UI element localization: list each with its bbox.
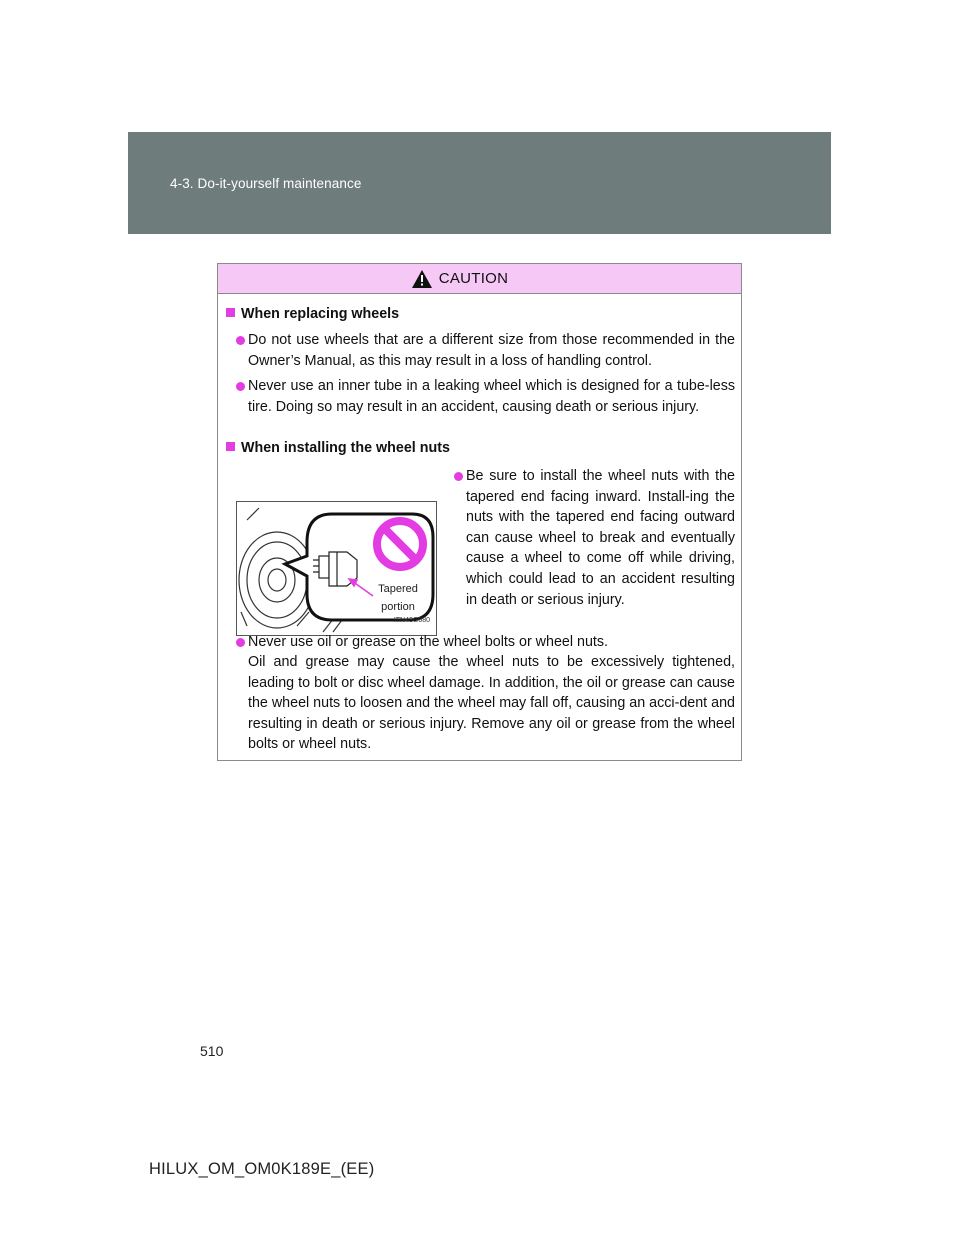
caution-body [218, 294, 741, 760]
round-bullet-icon [236, 382, 245, 391]
warning-triangle-icon [411, 269, 433, 289]
round-bullet-icon [236, 336, 245, 345]
square-bullet-icon [226, 308, 235, 317]
list-item: Never use oil or grease on the wheel bolts or wheel nuts. [248, 632, 735, 653]
paragraph: Oil and grease may cause the wheel nuts to be excessively tightened, leading to bolt or disc wheel damage. In addition, the oil or grease can cause the wheel nuts to loosen and the wheel may fall off, causing an acci-dent and resulting in death or serious injury. Remove any oil or grease from the wheel bolts or wheel nuts. [248, 654, 735, 753]
section-heading-replacing-wheels: When replacing wheels [226, 304, 399, 325]
figure-code: ITN43G080 [393, 617, 430, 625]
wheel-nut-illustration [236, 501, 437, 636]
section-heading-installing-wheel-nuts: When installing the wheel nuts [226, 438, 450, 459]
page-number: 510 [200, 1043, 224, 1059]
section-header-band [128, 132, 831, 234]
round-bullet-icon [236, 638, 245, 647]
footer-code: HILUX_OM_OM0K189E_(EE) [149, 1160, 375, 1178]
square-bullet-icon [226, 442, 235, 451]
caution-box [217, 263, 742, 761]
list-item: Never use an inner tube in a leaking wheel which is designed for a tube-less tire. Doing so may result in an accident, causing death or serious injury. [248, 376, 735, 417]
caution-label: CAUTION [438, 270, 509, 287]
list-item: Be sure to install the wheel nuts with the tapered end facing inward. Install-ing the nuts with the tapered end facing outward can cause wheel to break and eventually cause a wheel to come off while driving, which could lead to an accident resulting in death or serious injury. [466, 466, 735, 610]
tapered-portion-label: Tapered portion [378, 583, 418, 613]
section-title: 4-3. Do-it-yourself maintenance [170, 176, 362, 191]
caution-header [218, 264, 741, 294]
list-item: Do not use wheels that are a different size from those recommended in the Owner’s Manual, as this may result in a loss of handling control. [248, 330, 735, 371]
round-bullet-icon [454, 472, 463, 481]
